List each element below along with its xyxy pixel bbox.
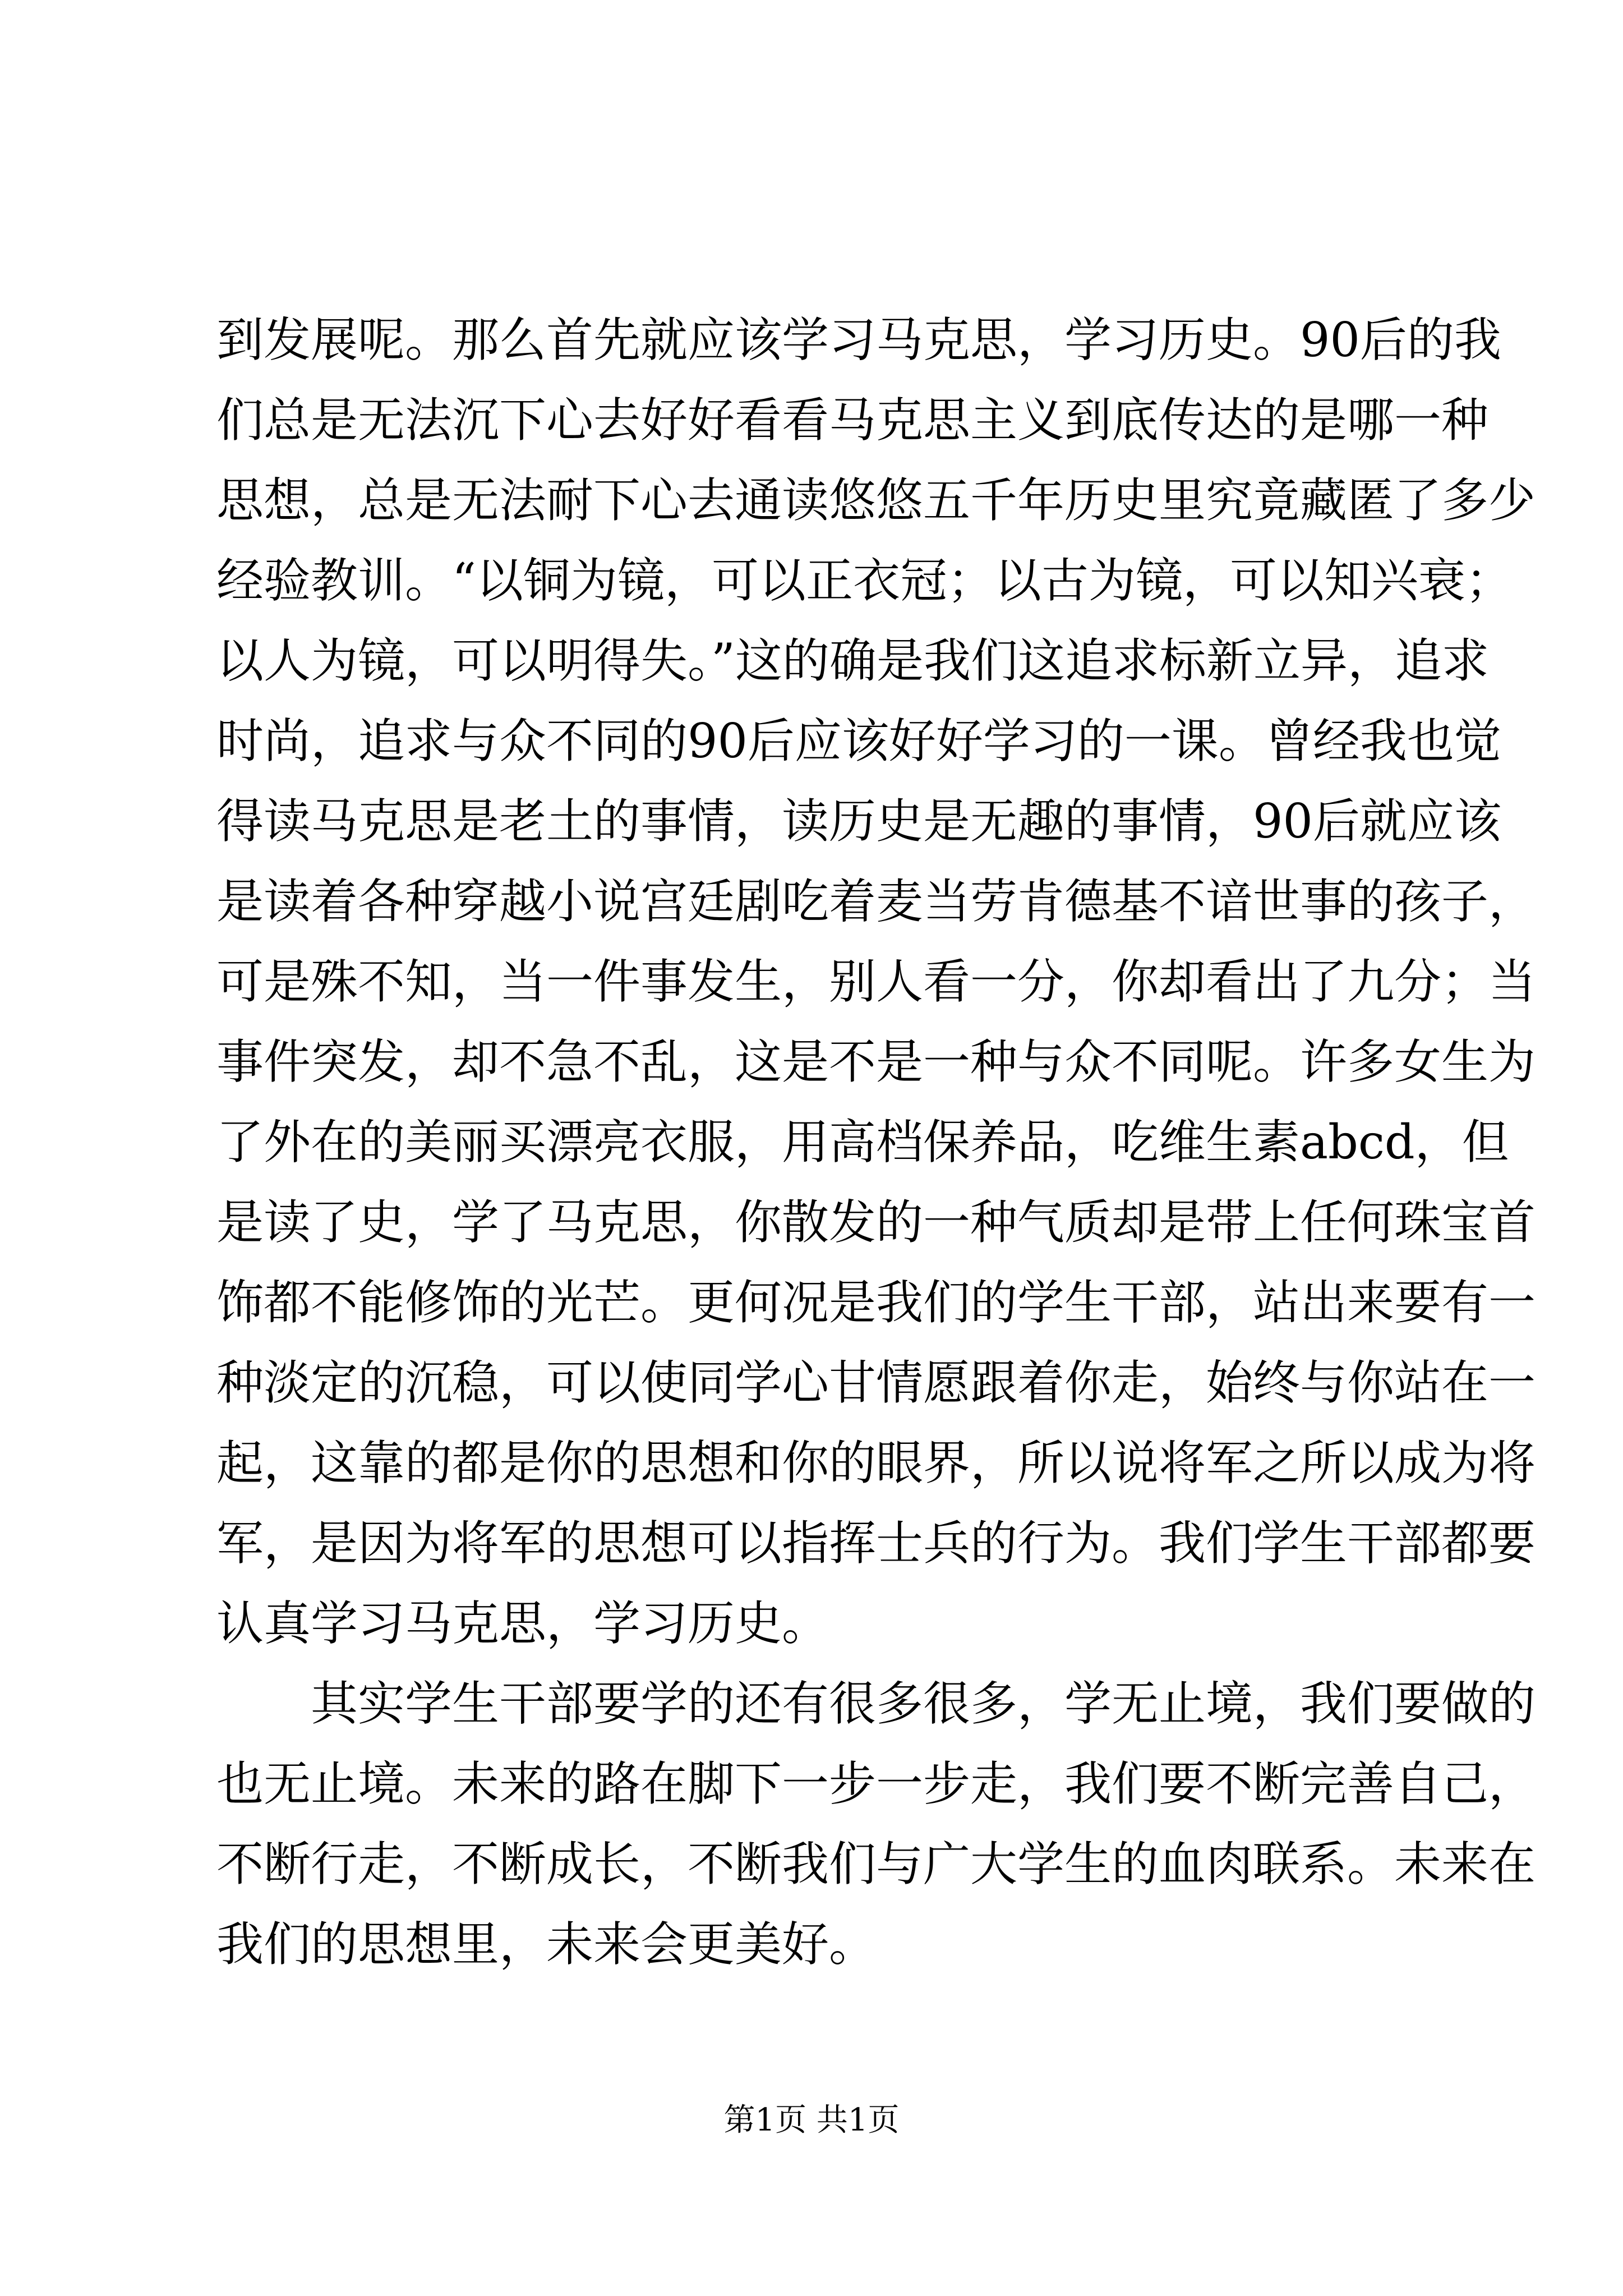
- paragraph-1: [216, 300, 1536, 1664]
- text-line: 可是殊不知，当一件事发生，别人看一分，你却看出了九分；当: [216, 954, 1536, 1009]
- text-line: 种淡定的沉稳，可以使同学心甘情愿跟着你走，始终与你站在一: [216, 1355, 1536, 1410]
- page-footer: [0, 2098, 1623, 2143]
- text-line: 经验教训。“以铜为镜，可以正衣冠；以古为镜，可以知兴衰；: [216, 553, 1513, 608]
- text-line: 到发展呢。那么首先就应该学习马克思，学习历史。90后的我: [216, 312, 1501, 367]
- body-text: [216, 300, 1536, 1985]
- text-line: 们总是无法沉下心去好好看看马克思主义到底传达的是哪一种: [216, 393, 1489, 448]
- text-line: 事件突发，却不急不乱，这是不是一种与众不同呢。许多女生为: [216, 1034, 1536, 1089]
- text-line: 其实学生干部要学的还有很多很多，学无止境，我们要做的: [216, 1676, 1536, 1731]
- text-line: 不断行走，不断成长，不断我们与广大学生的血肉联系。未来在: [216, 1837, 1536, 1892]
- text-line: 是读了史，学了马克思，你散发的一种气质却是带上任何珠宝首: [216, 1195, 1536, 1250]
- text-line: 是读着各种穿越小说宫廷剧吃着麦当劳肯德基不谙世事的孩子，: [216, 874, 1536, 929]
- text-line: 思想，总是无法耐下心去通读悠悠五千年历史里究竟藏匿了多少: [216, 473, 1536, 528]
- text-line: 了外在的美丽买漂亮衣服，用高档保养品，吃维生素abcd，但: [216, 1115, 1509, 1170]
- text-line: 时尚，追求与众不同的90后应该好好学习的一课。曾经我也觉: [216, 714, 1501, 769]
- page-number: 第1页 共1页: [723, 2102, 900, 2138]
- text-line: 军，是因为将军的思想可以指挥士兵的行为。我们学生干部都要: [216, 1516, 1536, 1571]
- text-line: 认真学习马克思，学习历史。: [216, 1596, 829, 1651]
- text-line: 得读马克思是老土的事情，读历史是无趣的事情，90后就应该: [216, 794, 1501, 849]
- paragraph-2: [216, 1664, 1536, 1985]
- text-line: 饰都不能修饰的光芒。更何况是我们的学生干部，站出来要有一: [216, 1275, 1536, 1330]
- text-line: 也无止境。未来的路在脚下一步一步走，我们要不断完善自己，: [216, 1756, 1536, 1811]
- text-line: 以人为镜，可以明得失。”这的确是我们这追求标新立异，追求: [216, 633, 1489, 688]
- text-line: 起，这靠的都是你的思想和你的眼界，所以说将军之所以成为将: [216, 1435, 1536, 1490]
- text-line: 我们的思想里，未来会更美好。: [216, 1917, 877, 1972]
